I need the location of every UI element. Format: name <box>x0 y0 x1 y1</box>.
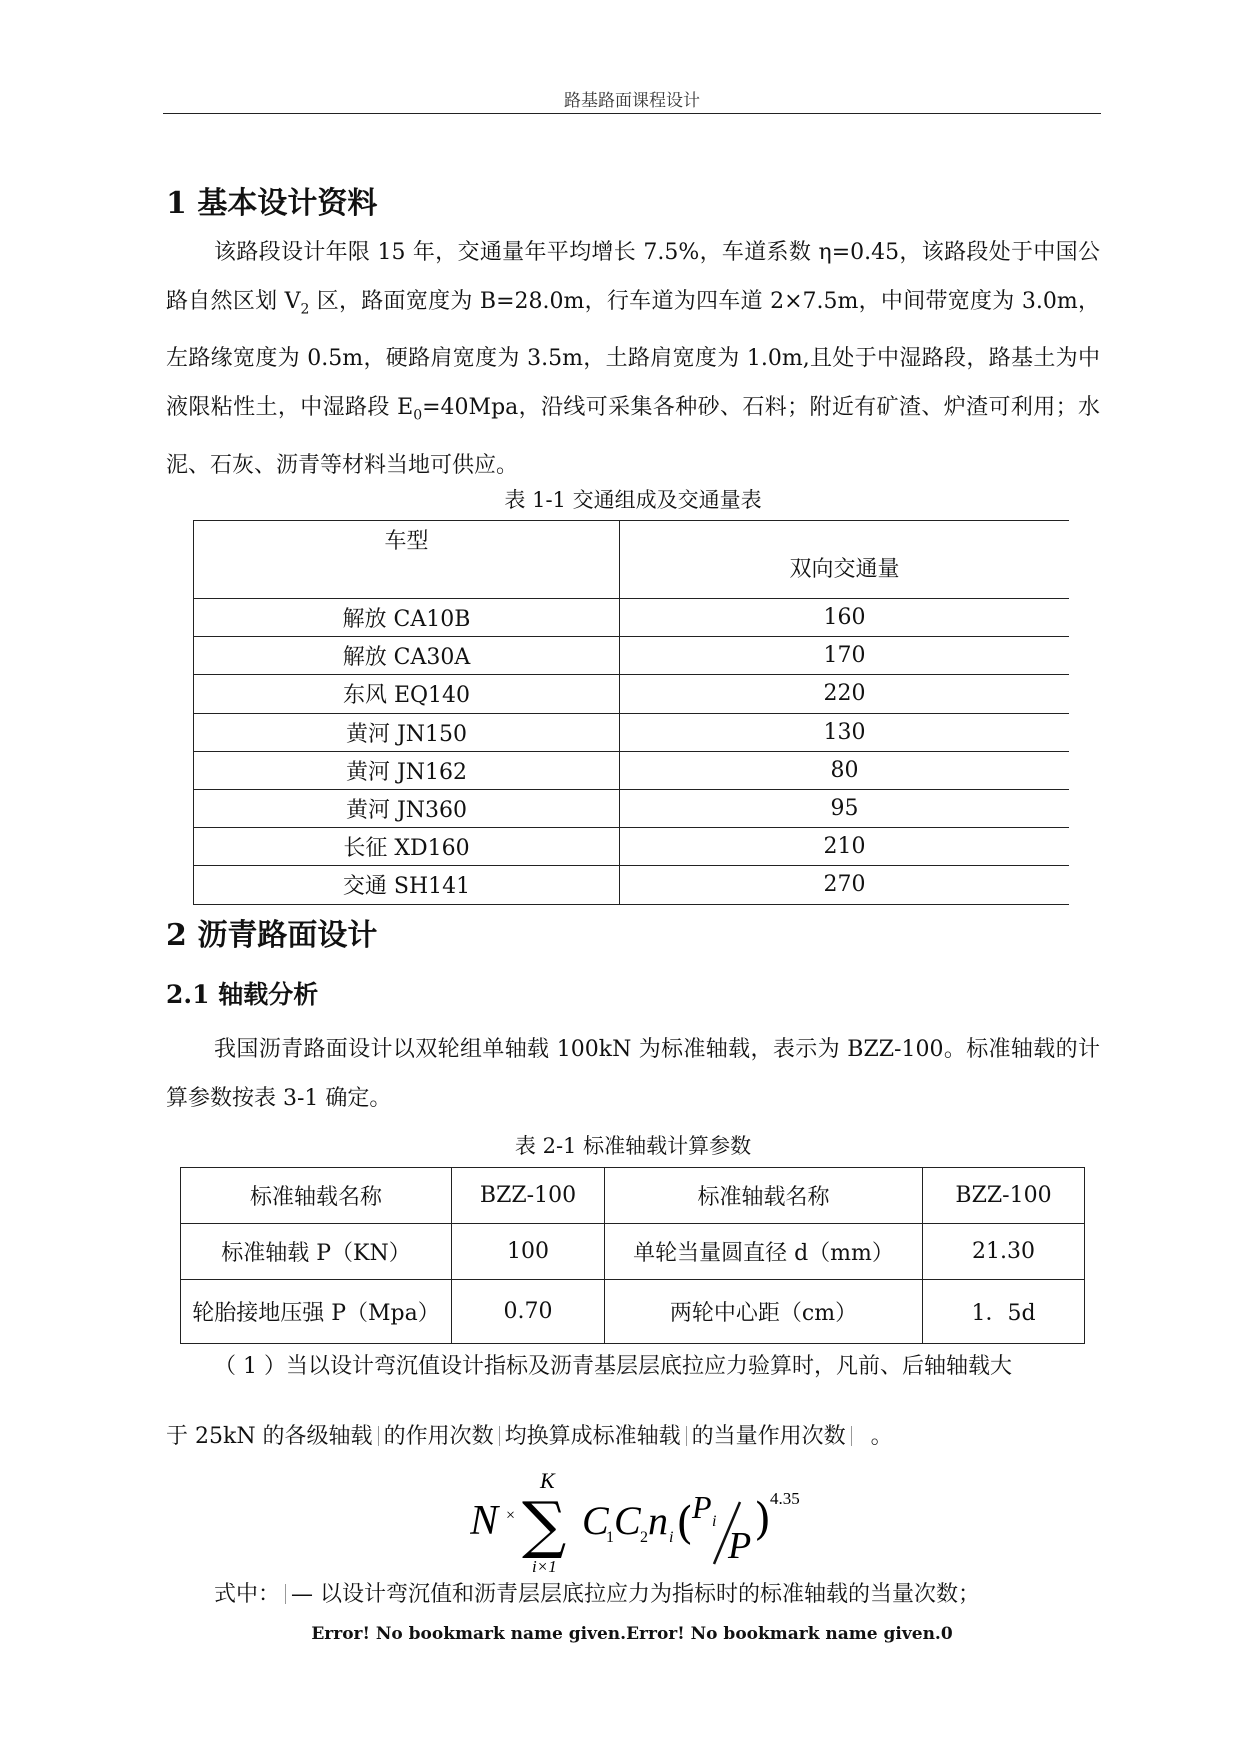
param-value-cell: BZZ-100 <box>923 1168 1085 1224</box>
section2-paragraph-3 <box>166 1570 1100 1619</box>
para2-text-e: 。 <box>870 1424 893 1449</box>
table1-caption: 表 1-1 交通组成及交通量表 <box>504 488 762 512</box>
formula-sigma: ∑ <box>522 1488 567 1561</box>
para-subscript-2: 0 <box>413 407 423 424</box>
para2-text-a: 于 25kN 的各级轴载 <box>166 1424 373 1449</box>
section1-title: 1 基本设计资料 <box>166 186 378 221</box>
section1-paragraph <box>166 228 1100 490</box>
vehicle-cell: 黄河 JN360 <box>194 789 620 827</box>
vehicle-cell: 黄河 JN162 <box>194 751 620 789</box>
inline-symbol-placeholder <box>285 1584 286 1604</box>
axle-table <box>180 1167 1085 1344</box>
page-header: 路基路面课程设计 <box>564 91 700 111</box>
param-name-cell: 轮胎接地压强 P（Mpa） <box>181 1280 452 1344</box>
para2-text-c: 均换算成标准轴载 <box>504 1424 681 1449</box>
volume-cell: 170 <box>620 637 1070 675</box>
traffic-table <box>193 520 1069 905</box>
formula-Pi-sub: i <box>712 1513 717 1530</box>
inline-symbol-placeholder <box>499 1426 500 1446</box>
table-row <box>181 1280 1085 1344</box>
para3-text-a: 式中： <box>214 1582 281 1607</box>
para2-text-b: 的作用次数 <box>383 1424 494 1449</box>
formula-N: N <box>470 1498 499 1544</box>
inline-symbol-placeholder <box>851 1426 852 1446</box>
formula-lower-limit: i×1 <box>532 1557 557 1576</box>
volume-cell: 270 <box>620 866 1070 904</box>
volume-cell: 80 <box>620 751 1070 789</box>
table-row <box>194 828 1070 866</box>
param-name-cell: 标准轴载名称 <box>605 1168 923 1224</box>
volume-cell: 130 <box>620 713 1070 751</box>
table-row <box>181 1224 1085 1280</box>
formula-upper-limit: K <box>540 1468 555 1493</box>
table2-caption: 表 2-1 标准轴载计算参数 <box>514 1134 752 1158</box>
param-value-cell: 21.30 <box>923 1224 1085 1280</box>
formula-n: n <box>648 1498 668 1543</box>
table-row <box>194 675 1070 713</box>
formula-paren-open: ( <box>676 1498 694 1549</box>
param-name-cell: 标准轴载名称 <box>181 1168 452 1224</box>
header-volume: 双向交通量 <box>620 521 1070 599</box>
volume-cell: 220 <box>620 675 1070 713</box>
formula-n-sub: i <box>669 1529 674 1546</box>
section2-title: 2 沥青路面设计 <box>166 918 378 953</box>
header-rule <box>163 113 1101 114</box>
formula-Pi: P <box>692 1489 712 1525</box>
table-row <box>194 751 1070 789</box>
volume-cell: 210 <box>620 828 1070 866</box>
formula-sub1: 1 <box>606 1529 614 1546</box>
inline-symbol-placeholder <box>378 1426 379 1446</box>
volume-cell: 95 <box>620 789 1070 827</box>
vehicle-cell: 交通 SH141 <box>194 866 620 904</box>
vehicle-cell: 东风 EQ140 <box>194 675 620 713</box>
para-text-3: =40Mpa，沿线可采集各种砂、石料；附近有矿渣、炉渣可利用；水泥、石灰、沥青等材料当地可供应。 <box>166 395 1101 478</box>
param-name-cell: 两轮中心距（cm） <box>605 1280 923 1344</box>
vehicle-cell: 解放 CA10B <box>194 599 620 637</box>
formula-P: P <box>728 1525 752 1567</box>
inline-symbol-placeholder <box>686 1426 687 1446</box>
param-value-cell: BZZ-100 <box>452 1168 605 1224</box>
section2-paragraph-2-line1: （ 1 ）当以设计弯沉值设计指标及沥青基层层底拉应力验算时，凡前、后轴轴载大 <box>214 1354 1012 1379</box>
header-vehicle: 车型 <box>194 521 620 599</box>
param-value-cell: 0.70 <box>452 1280 605 1344</box>
volume-cell: 160 <box>620 599 1070 637</box>
param-value-cell: 100 <box>452 1224 605 1280</box>
section2-1-title: 2.1 轴载分析 <box>166 980 319 1009</box>
para-text-2: 区，路面宽度为 B=28.0m，行车道为四车道 2×7.5m，中间带宽度为 3.0m，左路缘宽度为 0.5m，硬路肩宽度为 3.5m，土路肩宽度为 1.0m,且处于中湿路段，路基土为中液限粘性土，中湿路段 E <box>166 289 1100 421</box>
formula-paren-close: ) <box>754 1494 772 1545</box>
param-value-cell: 1．5d <box>923 1280 1085 1344</box>
section2-paragraph-1: 我国沥青路面设计以双轮组单轴载 100kN 为标准轴载，表示为 BZZ-100。标准轴载的计算参数按表 3-1 确定。 <box>166 1037 1100 1111</box>
page-footer: Error! No bookmark name given.Error! No bookmark name given.0 <box>311 1624 953 1644</box>
table-row <box>181 1168 1085 1224</box>
formula-C1: C <box>582 1498 609 1543</box>
axle-load-formula <box>470 1468 810 1578</box>
formula-equals: × <box>506 1507 516 1524</box>
para2-text-d: 的当量作用次数 <box>691 1424 846 1449</box>
table-row <box>194 637 1070 675</box>
section2-paragraph-2-line2 <box>166 1412 1100 1461</box>
vehicle-cell: 解放 CA30A <box>194 637 620 675</box>
table-row <box>194 866 1070 904</box>
table-header-row <box>194 521 1070 599</box>
param-name-cell: 单轮当量圆直径 d（mm） <box>605 1224 923 1280</box>
para-text-1: 该路段设计年限 15 年，交通量年平均增长 7.5%，车道系数 η=0.45，该路段处于中国公路自然区划 V <box>166 240 1100 314</box>
param-name-cell: 标准轴载 P（KN） <box>181 1224 452 1280</box>
para3-text-b: — 以设计弯沉值和沥青层层底拉应力为指标时的标准轴载的当量次数； <box>291 1582 981 1607</box>
vehicle-cell: 黄河 JN150 <box>194 713 620 751</box>
table-row <box>194 599 1070 637</box>
vehicle-cell: 长征 XD160 <box>194 828 620 866</box>
para-subscript-1: 2 <box>300 301 310 318</box>
table-row <box>194 789 1070 827</box>
table-row <box>194 713 1070 751</box>
formula-C2: C <box>614 1498 641 1543</box>
formula-sub2: 2 <box>640 1529 648 1546</box>
formula-exponent: 4.35 <box>770 1489 800 1508</box>
